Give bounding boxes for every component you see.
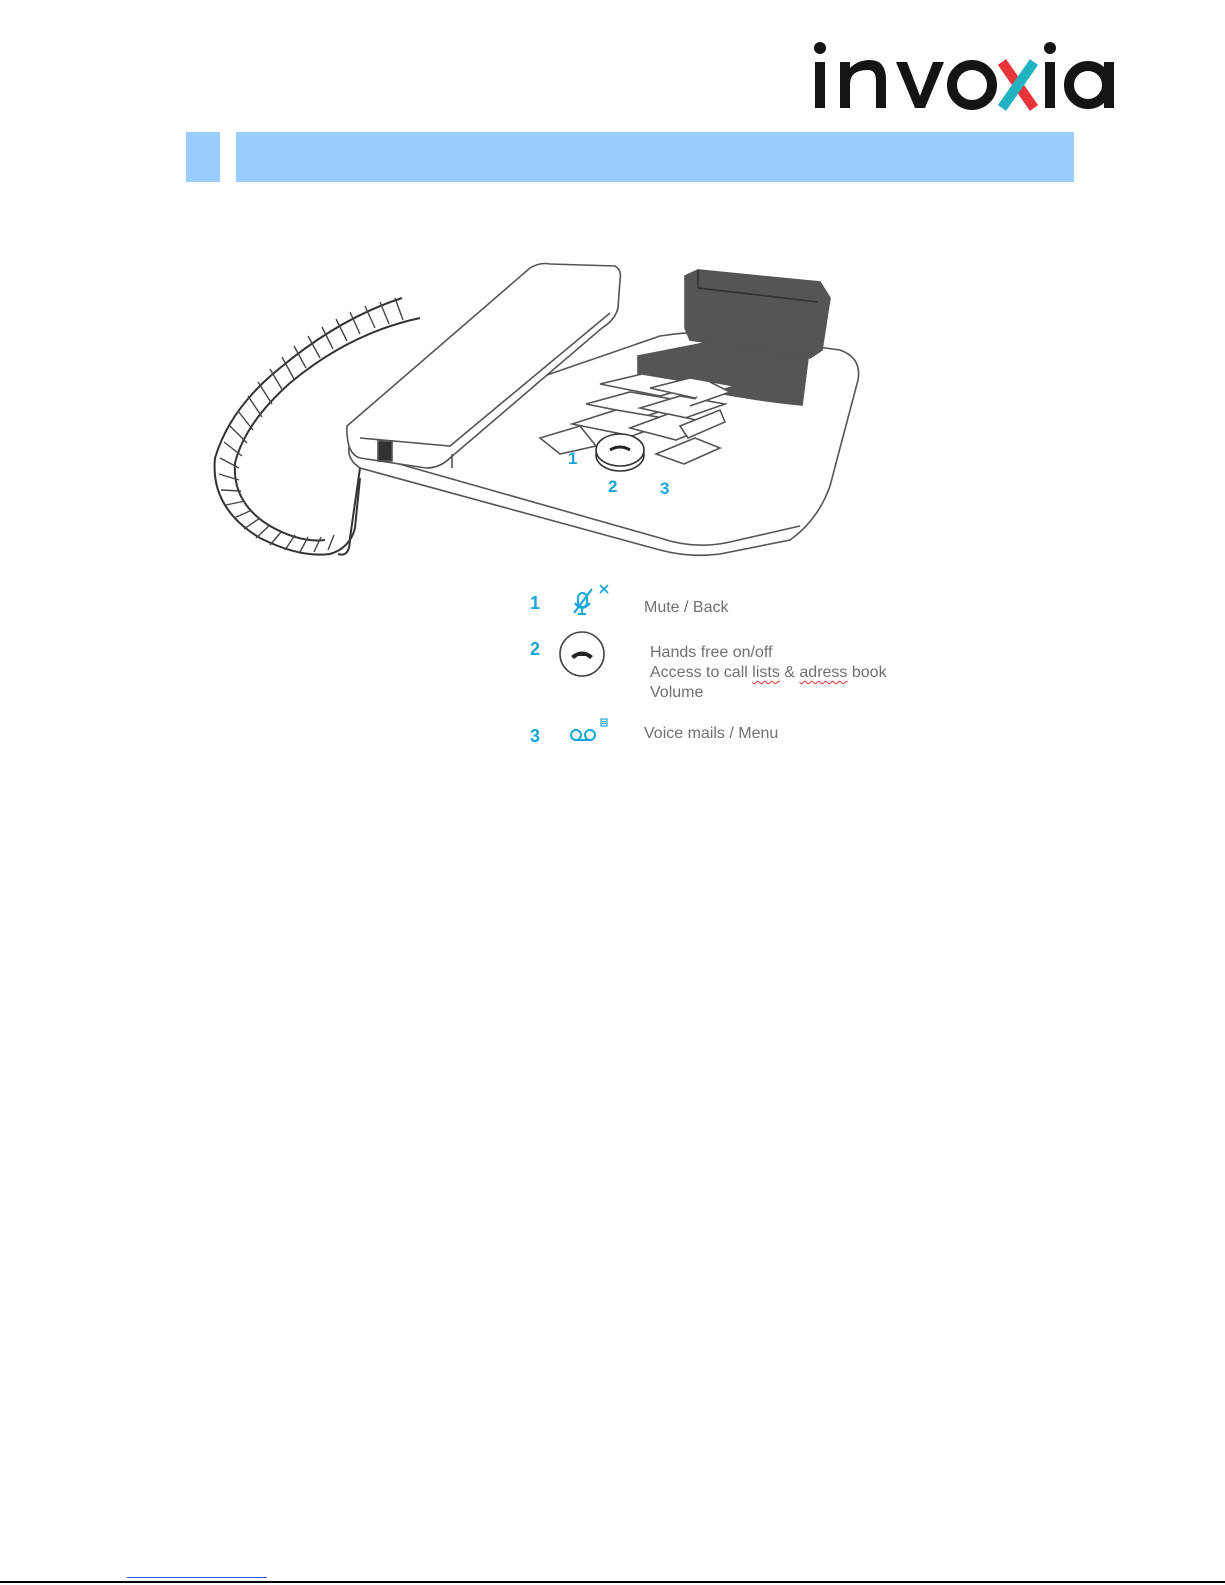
header-bar-marker <box>186 132 220 182</box>
legend-number-3: 3 <box>530 726 541 746</box>
voicemail-icon <box>568 717 618 747</box>
button-legend <box>528 583 928 753</box>
invoxia-logo-mark <box>812 38 1127 113</box>
desk-phone-illustration <box>190 258 870 568</box>
legend-number-1: 1 <box>530 593 541 613</box>
legend-desc-3: Voice mails / Menu <box>644 725 779 742</box>
footer-link-underline <box>127 1577 267 1578</box>
legend-desc-2-line-2: Access to call lists & adress book <box>650 664 887 681</box>
footer-rule <box>0 1581 1225 1583</box>
legend-desc-2-line-1: Hands free on/off <box>650 644 773 661</box>
mute-mic-icon <box>568 583 618 619</box>
callout-3: 3 <box>660 479 670 498</box>
callout-2: 2 <box>608 477 618 496</box>
legend-desc-1: Mute / Back <box>644 599 729 616</box>
callout-1: 1 <box>568 449 578 468</box>
handset-button-icon <box>558 629 608 679</box>
invoxia-logo <box>812 38 1127 127</box>
legend-number-2: 2 <box>530 639 541 659</box>
legend-desc-2-line-3: Volume <box>650 684 704 701</box>
header-bar <box>236 132 1074 182</box>
